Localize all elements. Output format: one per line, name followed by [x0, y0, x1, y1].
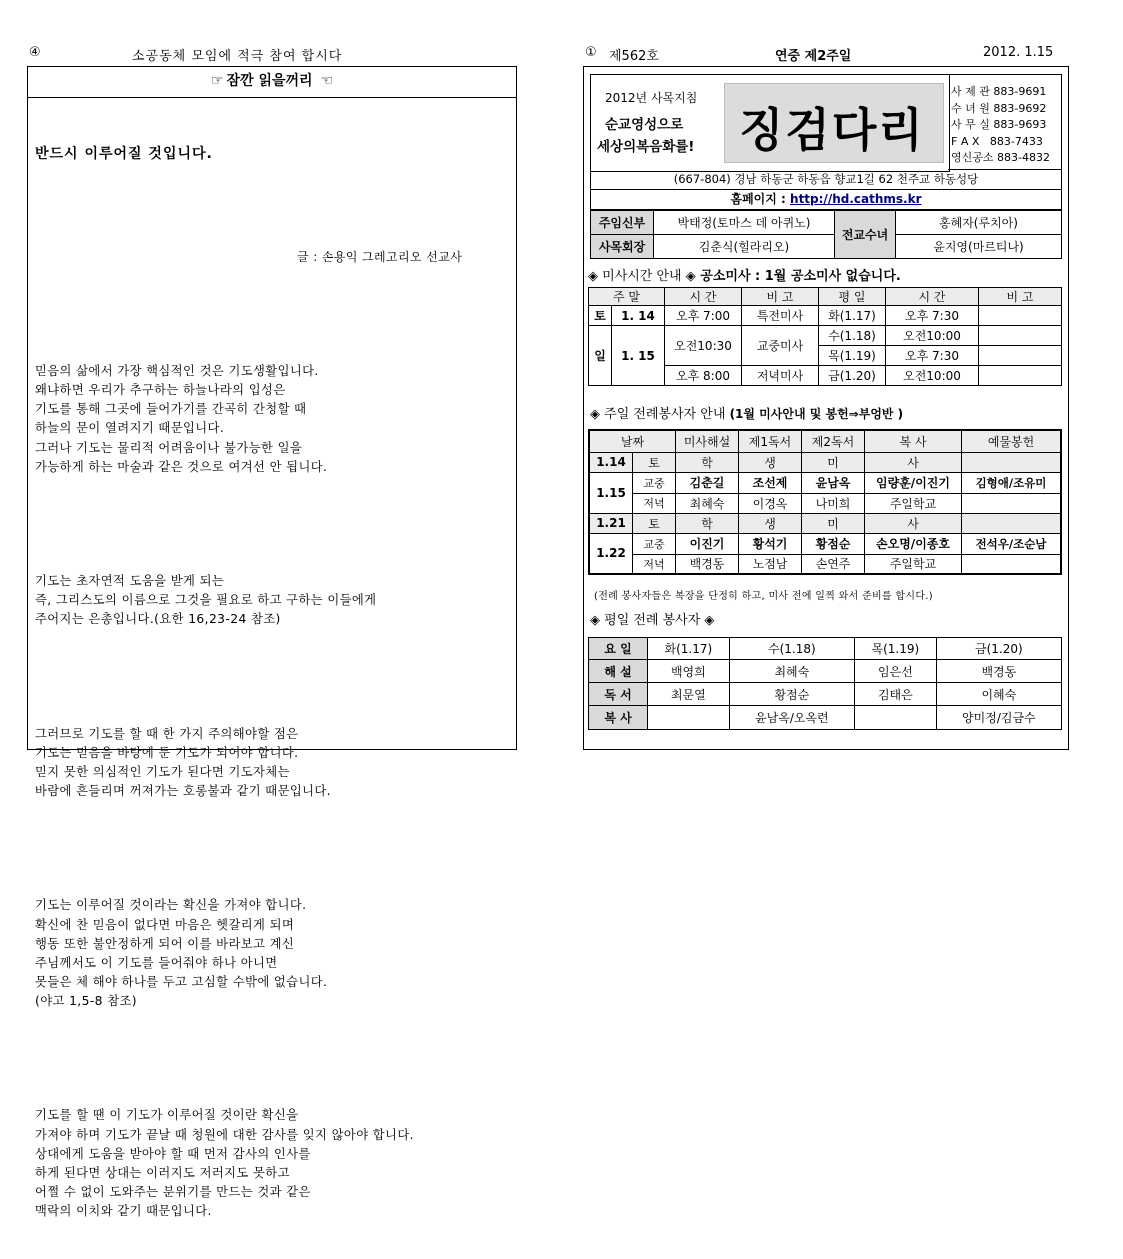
- sunday-section-title: ◈ 주일 전례봉사자 안내: [590, 407, 726, 422]
- paragraph: 기도는 이루어질 것이라는 확신을 가져야 합니다. 확신에 찬 믿음이 없다면 마음은 헷갈리게 되며 행동 또한 불안정하게 되어 이를 바라보고 계신 주님께서도 이 기도를 들어줘야 하나 아니면 못들은 체 해야 하나를 두고 고심할 수밖에 없습니다. (야고 1,5-8 참조): [35, 898, 328, 1008]
- weekend-day: 토: [589, 306, 612, 326]
- server-cell: 황점순: [802, 533, 865, 554]
- server-cell: 임량훈/이진기: [865, 472, 962, 493]
- server-cell: 노점남: [739, 554, 802, 574]
- pointing-right-hand-icon: ☞: [210, 73, 224, 89]
- server-cell: 김춘길: [676, 472, 739, 493]
- homepage-line: [590, 190, 1062, 210]
- mission-mass-notice: 공소미사 : 1월 공소미사 없습니다.: [700, 269, 901, 284]
- server-cell: 이경옥: [739, 493, 802, 513]
- paragraph: 기도는 초자연적 도움을 받게 되는 즉, 그리스도의 이름으로 그것을 필요로 하고 구하는 이들에게 주어지는 은총입니다.(요한 16,23-24 참조): [35, 574, 377, 627]
- service-date: 1.14: [589, 452, 633, 472]
- guideline-year: 2012년 사목지침: [605, 91, 698, 105]
- column-header: 금(1.20): [936, 638, 1061, 660]
- mass-type: 저녁: [633, 554, 676, 574]
- server-cell: 최혜숙: [729, 660, 854, 683]
- service-day: 토: [633, 452, 676, 472]
- server-cell: 주일학교: [865, 554, 962, 574]
- column-header: 비 고: [979, 288, 1062, 306]
- left-slogan: 소공동체 모임에 적극 참여 합시다: [132, 49, 343, 64]
- reading-box: [27, 66, 517, 1218]
- server-cell: 조선제: [739, 472, 802, 493]
- column-header: 복 사: [865, 430, 962, 452]
- service-date: 1.15: [589, 472, 633, 513]
- guideline-line-1: 순교영성으로: [605, 117, 684, 133]
- sister-name: 윤지영(마르티나): [896, 235, 1062, 259]
- server-cell: 최혜숙: [676, 493, 739, 513]
- contact-item: 사 무 실 883-9693: [951, 118, 1047, 132]
- column-header: 평 일: [819, 288, 886, 306]
- homepage-label: 홈페이지 :: [730, 192, 791, 206]
- server-cell: [962, 513, 1062, 533]
- column-header: 수(1.18): [729, 638, 854, 660]
- servers-note: (전례 봉사자들은 복장을 단정히 하고, 미사 전에 일찍 와서 준비를 합시다.): [594, 591, 933, 602]
- server-cell: [962, 554, 1062, 574]
- weekday-time: 오전10:00: [886, 326, 979, 346]
- mass-section-title: ◈ 미사시간 안내 ◈: [588, 269, 696, 284]
- weekday-section-title: ◈ 평일 전례 봉사자 ◈: [590, 613, 715, 628]
- column-header: 시 간: [665, 288, 742, 306]
- council-label: 사목회장: [591, 235, 654, 259]
- server-cell: 미: [802, 513, 865, 533]
- contact-item: 영신공소 883-4832: [951, 151, 1050, 165]
- server-cell: 생: [739, 513, 802, 533]
- mass-note: 교중미사: [742, 326, 819, 366]
- server-cell: [648, 706, 730, 730]
- server-cell: 백경동: [936, 660, 1061, 683]
- mass-section-heading: [588, 265, 901, 284]
- column-header: 제1독서: [739, 430, 802, 452]
- reading-section-title: 잠깐 읽을꺼리: [226, 73, 313, 89]
- right-page-number: ①: [585, 45, 597, 60]
- issue-date: 2012. 1.15: [983, 45, 1054, 60]
- weekday-time: 오전10:00: [886, 366, 979, 386]
- server-cell: 학: [676, 452, 739, 472]
- reading-text: [35, 107, 510, 1259]
- server-cell: 윤남옥: [802, 472, 865, 493]
- paragraph: 믿음의 삶에서 가장 핵심적인 것은 기도생활입니다. 왜냐하면 우리가 추구하는 하늘나라의 입성은 기도를 통해 그곳에 들어가기를 간곡히 간청할 때 하늘의 문이 열려지기 때문입니다. 그러나 기도는 물리적 어려움이나 불가능한 일을 가능하게 하는 마술과 같은 것으로 여겨선 안 됩니다.: [35, 364, 328, 474]
- sunday-servers-table: [588, 429, 1062, 575]
- server-cell: 임은선: [854, 660, 936, 683]
- mass-note: 특전미사: [742, 306, 819, 326]
- server-cell: 황점순: [729, 683, 854, 706]
- council-name: 김춘식(힐라리오): [654, 235, 835, 259]
- server-cell: 전석우/조순남: [962, 533, 1062, 554]
- server-cell: 백경동: [676, 554, 739, 574]
- homepage-link[interactable]: http://hd.cathms.kr: [790, 192, 922, 206]
- mass-type: 교중: [633, 533, 676, 554]
- column-header: 미사해설: [676, 430, 739, 452]
- server-cell: 황석기: [739, 533, 802, 554]
- server-cell: 김형애/조유미: [962, 472, 1062, 493]
- server-cell: 나미희: [802, 493, 865, 513]
- server-cell: 이진기: [676, 533, 739, 554]
- row-label: 복 사: [589, 706, 648, 730]
- weekday-time: 오후 7:30: [886, 346, 979, 366]
- column-header: 날짜: [589, 430, 676, 452]
- pointing-left-hand-icon: ☜: [320, 73, 334, 89]
- masthead: [590, 74, 950, 172]
- service-date: 1.21: [589, 513, 633, 533]
- right-page-header: [585, 44, 1070, 64]
- contact-list: [948, 74, 1062, 170]
- weekday-time: 오후 7:30: [886, 306, 979, 326]
- mass-time: 오후 7:00: [665, 306, 742, 326]
- issue-number: 제562호: [609, 49, 659, 64]
- left-page-number: ④: [29, 45, 41, 60]
- mass-time-table: [588, 287, 1062, 386]
- mass-type: 저녁: [633, 493, 676, 513]
- column-header: 주 말: [589, 288, 665, 306]
- logo-panel: [724, 83, 944, 163]
- column-header: 요 일: [589, 638, 648, 660]
- sunday-section-heading: [590, 403, 903, 422]
- server-cell: 사: [865, 452, 962, 472]
- column-header: 시 간: [886, 288, 979, 306]
- reading-author: 글 : 손용익 그레고리오 선교사: [297, 249, 463, 264]
- weekday-date: 목(1.19): [819, 346, 886, 366]
- service-day: 토: [633, 513, 676, 533]
- column-header: 예물봉헌: [962, 430, 1062, 452]
- service-date: 1.22: [589, 533, 633, 574]
- column-header: 비 고: [742, 288, 819, 306]
- column-header: 화(1.17): [648, 638, 730, 660]
- weekday-note: [979, 306, 1062, 326]
- pastor-label: 주임신부: [591, 211, 654, 235]
- server-cell: [854, 706, 936, 730]
- server-cell: [962, 452, 1062, 472]
- contact-item: 사 제 관 883-9691: [951, 85, 1047, 98]
- staff-table: [590, 210, 1062, 259]
- weekday-date: 화(1.17): [819, 306, 886, 326]
- pastor-name: 박태정(토마스 데 아퀴노): [654, 211, 835, 235]
- left-page-header: [27, 44, 517, 64]
- server-cell: 미: [802, 452, 865, 472]
- server-cell: 최문열: [648, 683, 730, 706]
- weekend-date: 1. 15: [612, 326, 665, 386]
- mass-time: 오후 8:00: [665, 366, 742, 386]
- server-cell: 사: [865, 513, 962, 533]
- church-address: (667-804) 경남 하동군 하동읍 향교1길 62 천주교 하동성당: [590, 170, 1062, 190]
- server-cell: 손오명/이종호: [865, 533, 962, 554]
- row-label: 해 설: [589, 660, 648, 683]
- server-cell: 학: [676, 513, 739, 533]
- server-cell: 이혜숙: [936, 683, 1061, 706]
- mass-note: 저녁미사: [742, 366, 819, 386]
- column-header: 목(1.19): [854, 638, 936, 660]
- guideline-block: [591, 75, 721, 169]
- column-header: 제2독서: [802, 430, 865, 452]
- server-cell: 김태은: [854, 683, 936, 706]
- server-cell: 손연주: [802, 554, 865, 574]
- paragraph: 기도를 할 땐 이 기도가 이루어질 것이란 확신을 가져야 하며 기도가 끝날 때 청원에 대한 감사를 잊지 않아야 합니다. 상대에게 도움을 받아야 할 때 먼저 감사의 인사를 하게 된다면 상대는 이러지도 저러지도 못하고 어쩔 수 없이 도와주는 분위기를 만드는 것과 같은 맥락의 이치와 같기 때문입니다.: [35, 1108, 414, 1218]
- liturgical-week: 연중 제2주일: [775, 49, 852, 64]
- reading-title-bar: [28, 67, 516, 98]
- mass-time: 오전10:30: [665, 326, 742, 366]
- server-cell: 백영희: [648, 660, 730, 683]
- server-cell: 윤남옥/오옥련: [729, 706, 854, 730]
- mass-type: 교중: [633, 472, 676, 493]
- weekend-day: 일: [589, 326, 612, 386]
- server-cell: 양미정/김금수: [936, 706, 1061, 730]
- weekday-note: [979, 346, 1062, 366]
- bulletin-box: [583, 66, 1069, 750]
- contact-item: 수 녀 원 883-9692: [951, 101, 1047, 115]
- server-cell: 생: [739, 452, 802, 472]
- sister-name: 홍혜자(루치아): [896, 211, 1062, 235]
- sunday-section-subtitle: (1월 미사안내 및 봉헌⇒부엉반 ): [729, 407, 904, 421]
- row-label: 독 서: [589, 683, 648, 706]
- guideline-line-2: 세상의복음화를!: [597, 139, 695, 155]
- server-cell: [962, 493, 1062, 513]
- newsletter-logo: 징검다리: [739, 103, 925, 157]
- weekday-note: [979, 366, 1062, 386]
- weekend-date: 1. 14: [612, 306, 665, 326]
- paragraph: 그러므로 기도를 할 때 한 가지 주의해야할 점은 기도는 믿음을 바탕에 둔 기도가 되어야 합니다. 믿지 못한 의심적인 기도가 된다면 기도자체는 바람에 흔들리며 꺼져가는 호롱불과 같기 때문입니다.: [35, 726, 331, 798]
- weekday-note: [979, 326, 1062, 346]
- sisters-label: 전교수녀: [835, 211, 896, 259]
- weekday-date: 금(1.20): [819, 366, 886, 386]
- reading-heading: 반드시 이루어질 것입니다.: [35, 146, 213, 163]
- weekday-date: 수(1.18): [819, 326, 886, 346]
- server-cell: 주일학교: [865, 493, 962, 513]
- contact-item: F A X 883-7433: [951, 134, 1043, 148]
- weekday-servers-table: [588, 637, 1062, 730]
